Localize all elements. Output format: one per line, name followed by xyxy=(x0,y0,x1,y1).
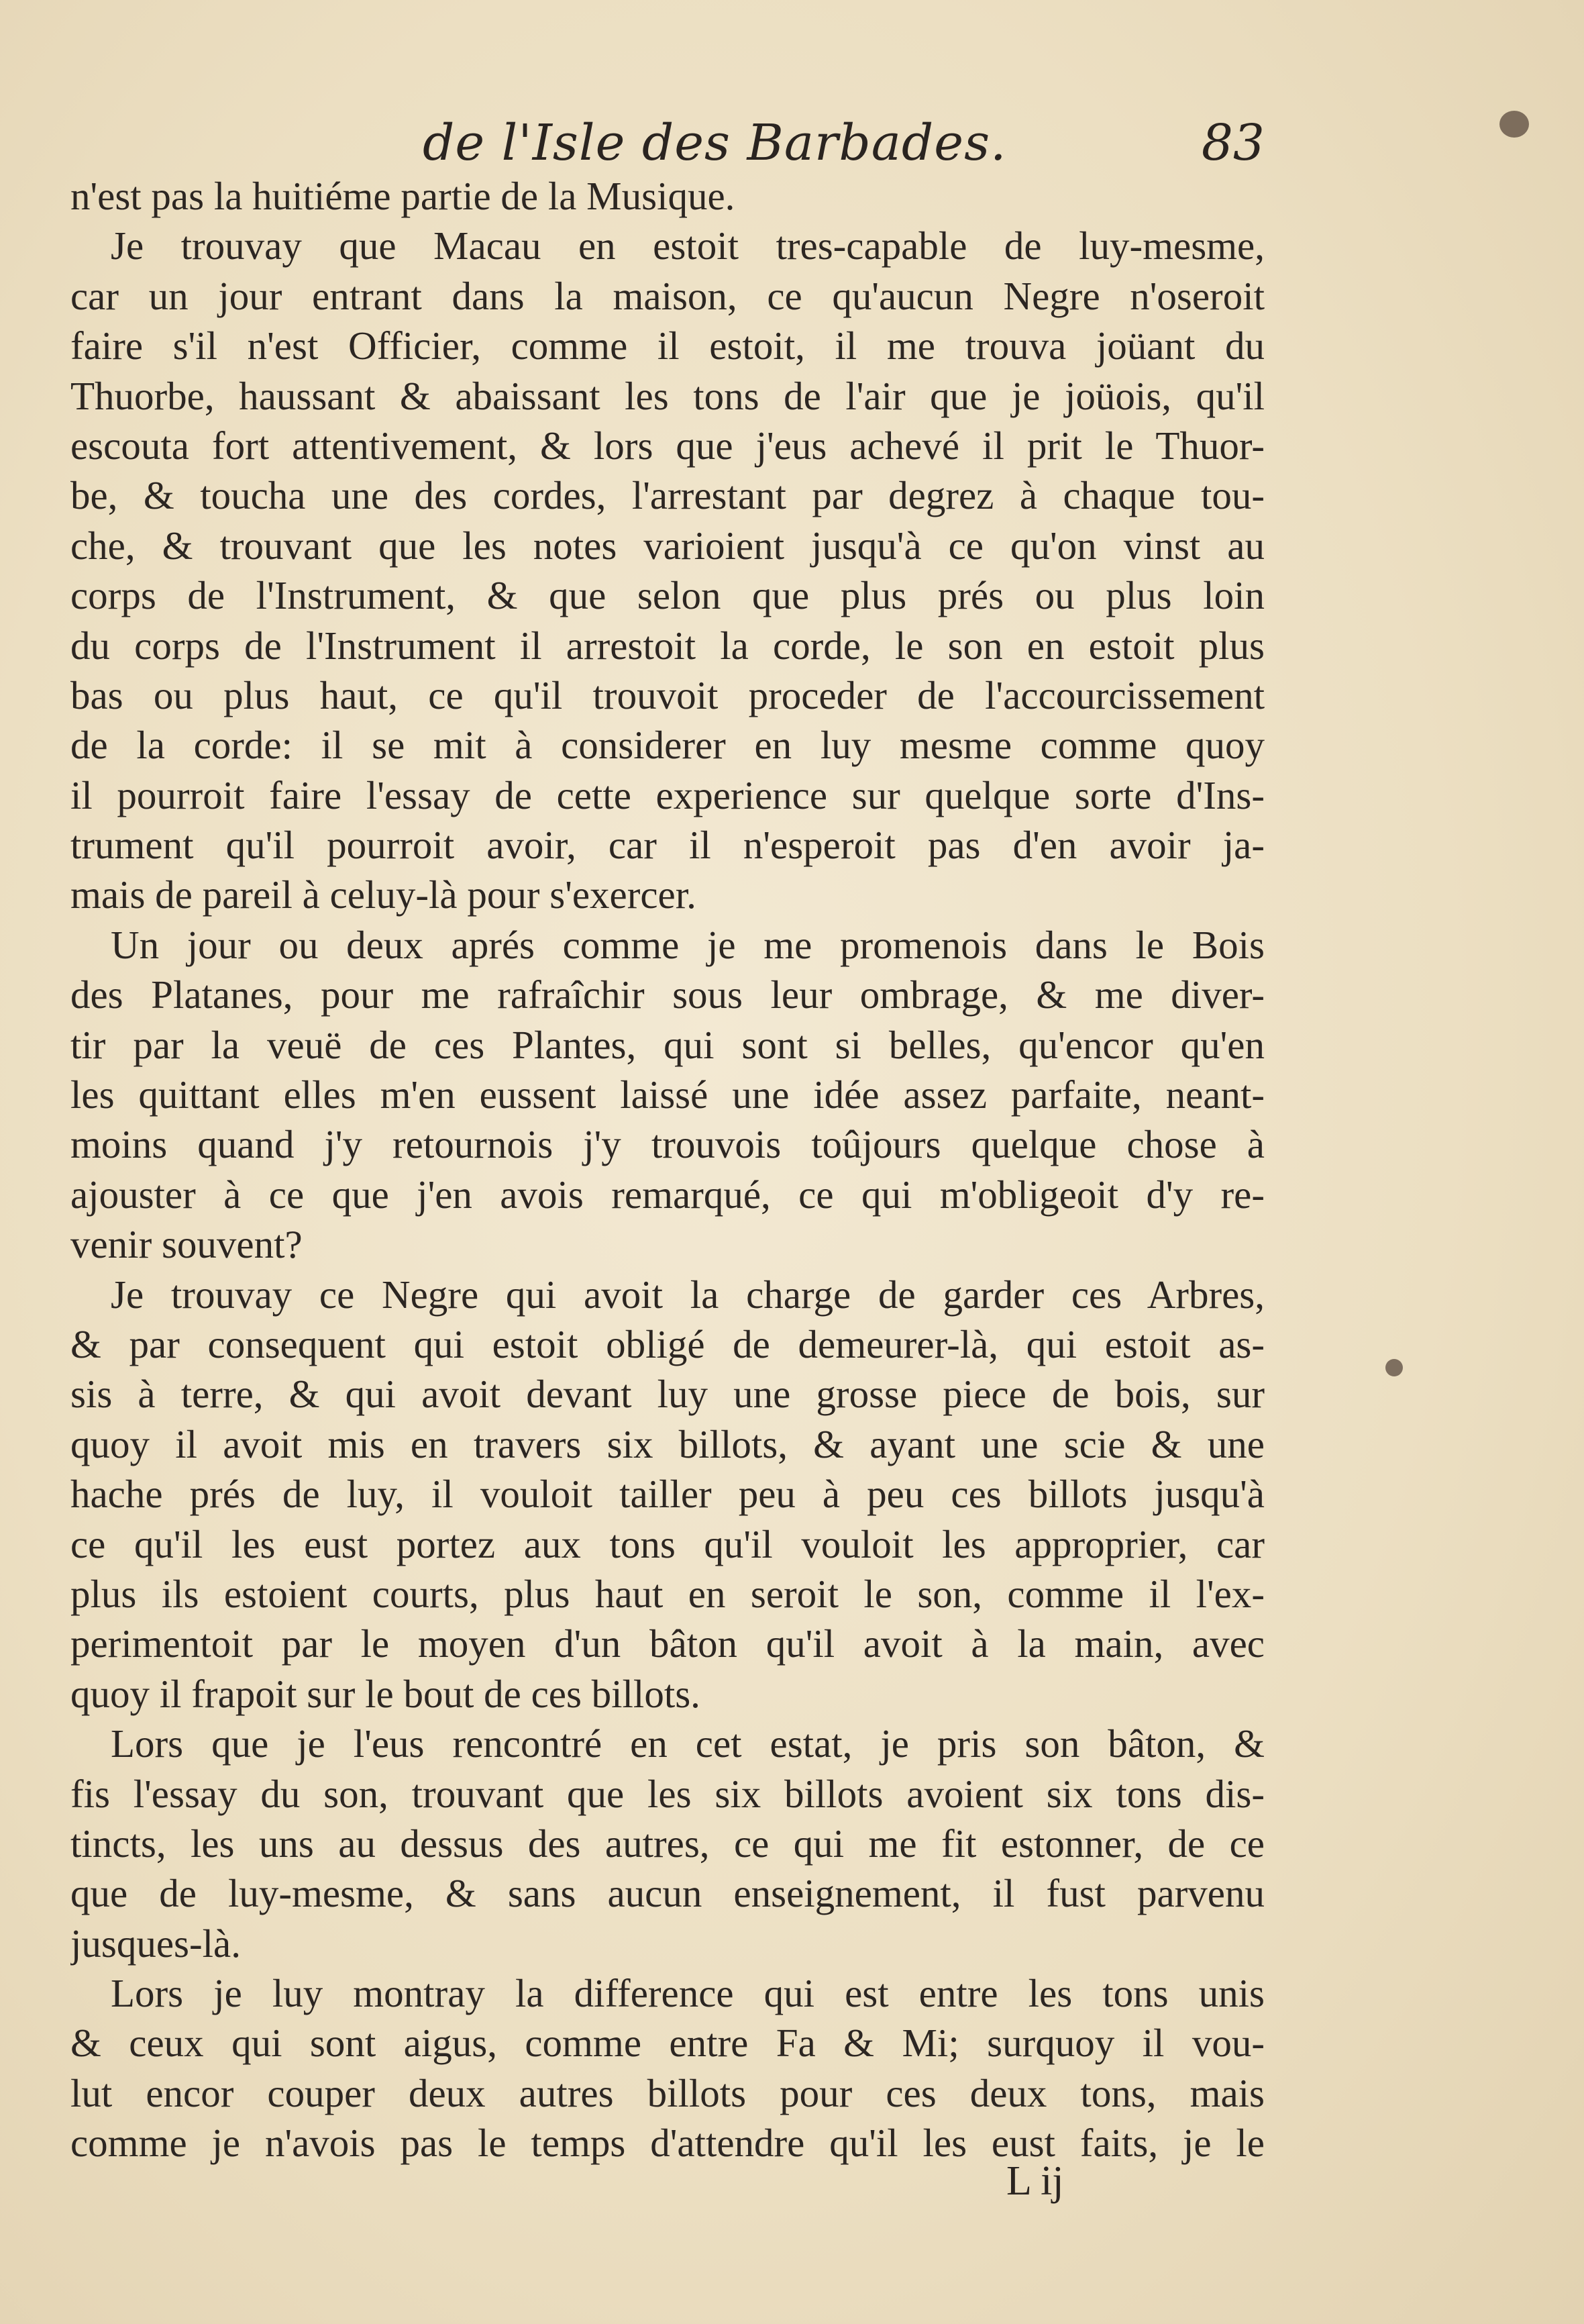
text-line: mais de pareil à celuy-là pour s'exercer. xyxy=(70,872,696,917)
signature-mark: L ij xyxy=(1006,2158,1064,2204)
text-line: n'est pas la huitiéme partie de la Musique. xyxy=(70,174,735,218)
text-line: sis à terre, & qui avoit devant luy une grosse piece de bois, sur xyxy=(70,1372,1265,1417)
text-line: des Platanes, pour me rafraîchir sous leur ombrage, & me diver- xyxy=(70,972,1265,1017)
text-line: ajouster à ce que j'en avois remarqué, ce qui m'obligeoit d'y re- xyxy=(70,1172,1265,1217)
text-line: plus ils estoient courts, plus haut en seroit le son, comme il l'ex- xyxy=(70,1571,1265,1616)
text-line: lut encor couper deux autres billots pour ces deux tons, mais xyxy=(70,2070,1265,2115)
text-line: Je trouvay ce Negre qui avoit la charge de garder ces Arbres, xyxy=(111,1272,1265,1317)
text-line: Je trouvay que Macau en estoit tres-capable de luy-mesme, xyxy=(111,223,1265,268)
text-line: Lors que je l'eus rencontré en cet estat, je pris son bâton, & xyxy=(111,1721,1265,1766)
text-line: corps de l'Instrument, & que selon que plus prés ou plus loin xyxy=(70,573,1265,618)
text-line: bas ou plus haut, ce qu'il trouvoit proceder de l'accourcissement xyxy=(70,672,1265,717)
text-line: ce qu'il les eust portez aux tons qu'il vouloit les approprier, car xyxy=(70,1521,1265,1566)
text-line: & ceux qui sont aigus, comme entre Fa & Mi; surquoy il vou- xyxy=(70,2021,1265,2066)
page-number: 83 xyxy=(1201,114,1265,172)
text-line: faire s'il n'est Officier, comme il estoit, il me trouva joüant du xyxy=(70,323,1265,368)
text-line: comme je n'avois pas le temps d'attendre qu'il les eust faits, je le xyxy=(70,2121,1265,2166)
text-line: jusques-là. xyxy=(70,1921,241,1966)
text-line: & par consequent qui estoit obligé de demeurer-là, qui estoit as- xyxy=(70,1321,1265,1366)
text-line: fis l'essay du son, trouvant que les six billots avoient six tons dis- xyxy=(70,1771,1265,1816)
text-line: quoy il frapoit sur le bout de ces billots. xyxy=(70,1671,700,1716)
text-line: che, & trouvant que les notes varioient jusqu'à ce qu'on vinst au xyxy=(70,523,1265,568)
text-line: venir souvent? xyxy=(70,1222,303,1267)
text-line: Un jour ou deux aprés comme je me promenois dans le Bois xyxy=(111,922,1265,967)
text-line: moins quand j'y retournois j'y trouvois toûjours quelque chose à xyxy=(70,1122,1265,1167)
ink-stain xyxy=(1499,111,1529,138)
ink-stain xyxy=(1385,1359,1403,1376)
running-head: de l'Isle des Barbades. xyxy=(423,114,1007,172)
text-line: perimentoit par le moyen d'un bâton qu'il avoit à la main, avec xyxy=(70,1621,1265,1666)
text-line: que de luy-mesme, & sans aucun enseignement, il fust parvenu xyxy=(70,1871,1265,1916)
text-line: de la corde: il se mit à considerer en luy mesme comme quoy xyxy=(70,723,1265,768)
text-line: les quittant elles m'en eussent laissé une idée assez parfaite, neant- xyxy=(70,1072,1265,1117)
text-line: quoy il avoit mis en travers six billots, & ayant une scie & une xyxy=(70,1421,1265,1466)
text-line: tincts, les uns au dessus des autres, ce qui me fit estonner, de ce xyxy=(70,1821,1265,1866)
text-line: escouta fort attentivement, & lors que j'eus achevé il prit le Thuor- xyxy=(70,423,1265,468)
text-line: du corps de l'Instrument il arrestoit la corde, le son en estoit plus xyxy=(70,623,1265,668)
text-line: car un jour entrant dans la maison, ce qu'aucun Negre n'oseroit xyxy=(70,273,1265,318)
text-line: tir par la veuë de ces Plantes, qui sont si belles, qu'encor qu'en xyxy=(70,1022,1265,1067)
text-line: hache prés de luy, il vouloit tailler peu à peu ces billots jusqu'à xyxy=(70,1472,1265,1517)
text-line: trument qu'il pourroit avoir, car il n'esperoit pas d'en avoir ja- xyxy=(70,823,1265,868)
body-text xyxy=(70,171,1265,2168)
text-line: Thuorbe, haussant & abaissant les tons de l'air que je joüois, qu'il xyxy=(70,373,1265,418)
text-line: Lors je luy montray la difference qui est entre les tons unis xyxy=(111,1971,1265,2016)
text-line: il pourroit faire l'essay de cette experience sur quelque sorte d'Ins- xyxy=(70,772,1265,817)
text-line: be, & toucha une des cordes, l'arrestant par degrez à chaque tou- xyxy=(70,473,1265,518)
